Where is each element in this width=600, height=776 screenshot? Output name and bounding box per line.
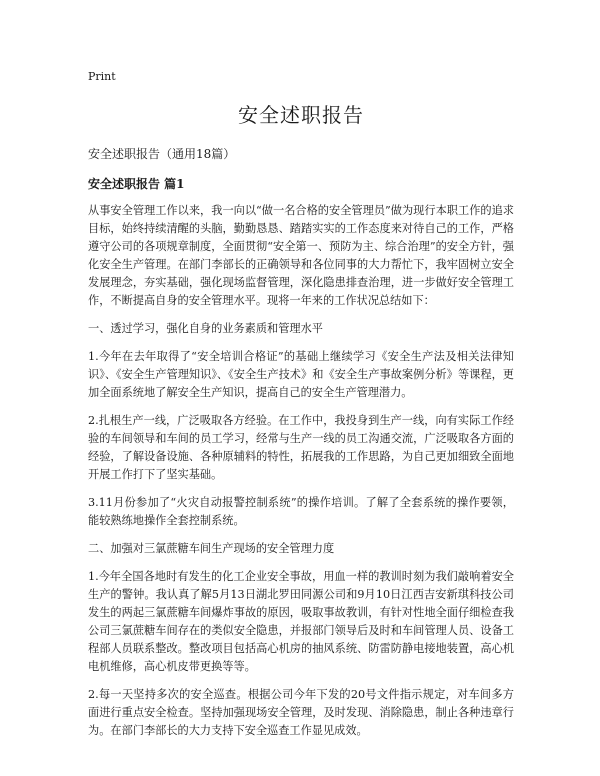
heading-two: 二、加强对三氯蔗糖车间生产现场的安全管理力度 [88,542,335,555]
intro-paragraph: 从事安全管理工作以来，我一向以“做一名合格的安全管理员”做为现行本职工作的追求目标，始终持续清醒的头脑，勤勤恳恳、踏踏实实的工作态度来对待自己的工作，严格遵守公司的各项规章制度，全面贯彻“安全第一、预防为主、综合治理”的安全方针，强化安全生产管理。在部门李部长的正确领导和各位同事的大力帮忙下，我牢固树立安全发展理念，夯实基础，强化现场监督管理，深化隐患排查治理，进一步做好安全管理工作，不断提高自身的安全管理水平。现将一年来的工作状况总结如下： [88,204,514,307]
paragraph-3: 3.11月份参加了“火灾自动报警控制系统”的操作培训。了解了全套系统的操作要领，能较熟练地操作全套控制系统。 [88,496,514,527]
paragraph-5: 2.每一天坚持多次的安全巡查。根据公司今年下发的20号文件指示规定，对车间多方面进行重点安全检查。坚持加强现场安全管理，及时发现、消除隐患，制止各种违章行为。在部门李部长的大力支持下安全巡查工作显见成效。 [88,688,514,737]
document-subtitle: 安全述职报告（通用18篇） [88,147,236,161]
paragraph-1: 1.今年在去年取得了“安全培训合格证”的基础上继续学习《安全生产法及相关法律知识》、《安全生产管理知识》、《安全生产技术》和《安全生产事故案例分析》等课程，更加全面系统地了解安全生产知识，提高自己的安全生产管理潜力。 [88,350,514,399]
section-heading: 安全述职报告 篇1 [88,177,185,191]
page-title: 安全述职报告 [238,103,364,127]
paragraph-4: 1.今年全国各地时有发生的化工企业安全事故，用血一样的教训时刻为我们敲响着安全生产的警钟。我认真了解5月13日湖北罗田同源公司和9月10日江西吉安新琪科技公司发生的两起三氯蔗糖车间爆炸事故的原因，吸取事故教训，有针对性地全面仔细检查我公司三氯蔗糖车间存在的类似安全隐患，并报部门领导后及时和车间管理人员、设备工程部人员联系整改。整改项目包括高心机房的抽风系统、防雷防静电接地装置，高心机电机维修，高心机皮带更换等等。 [88,570,514,673]
paragraph-2: 2.扎根生产一线，广泛吸取各方经验。在工作中，我投身到生产一线，向有实际工作经验的车间领导和车间的员工学习，经常与生产一线的员工沟通交流，广泛吸取各方面的经验，了解设备设施、各种原辅料的特性，拓展我的工作思路，为自己更加细致全面地开展工作打下了坚实基础。 [88,414,514,481]
print-label[interactable]: Print [88,70,116,83]
heading-one: 一、透过学习，强化自身的业务素质和管理水平 [88,322,323,335]
